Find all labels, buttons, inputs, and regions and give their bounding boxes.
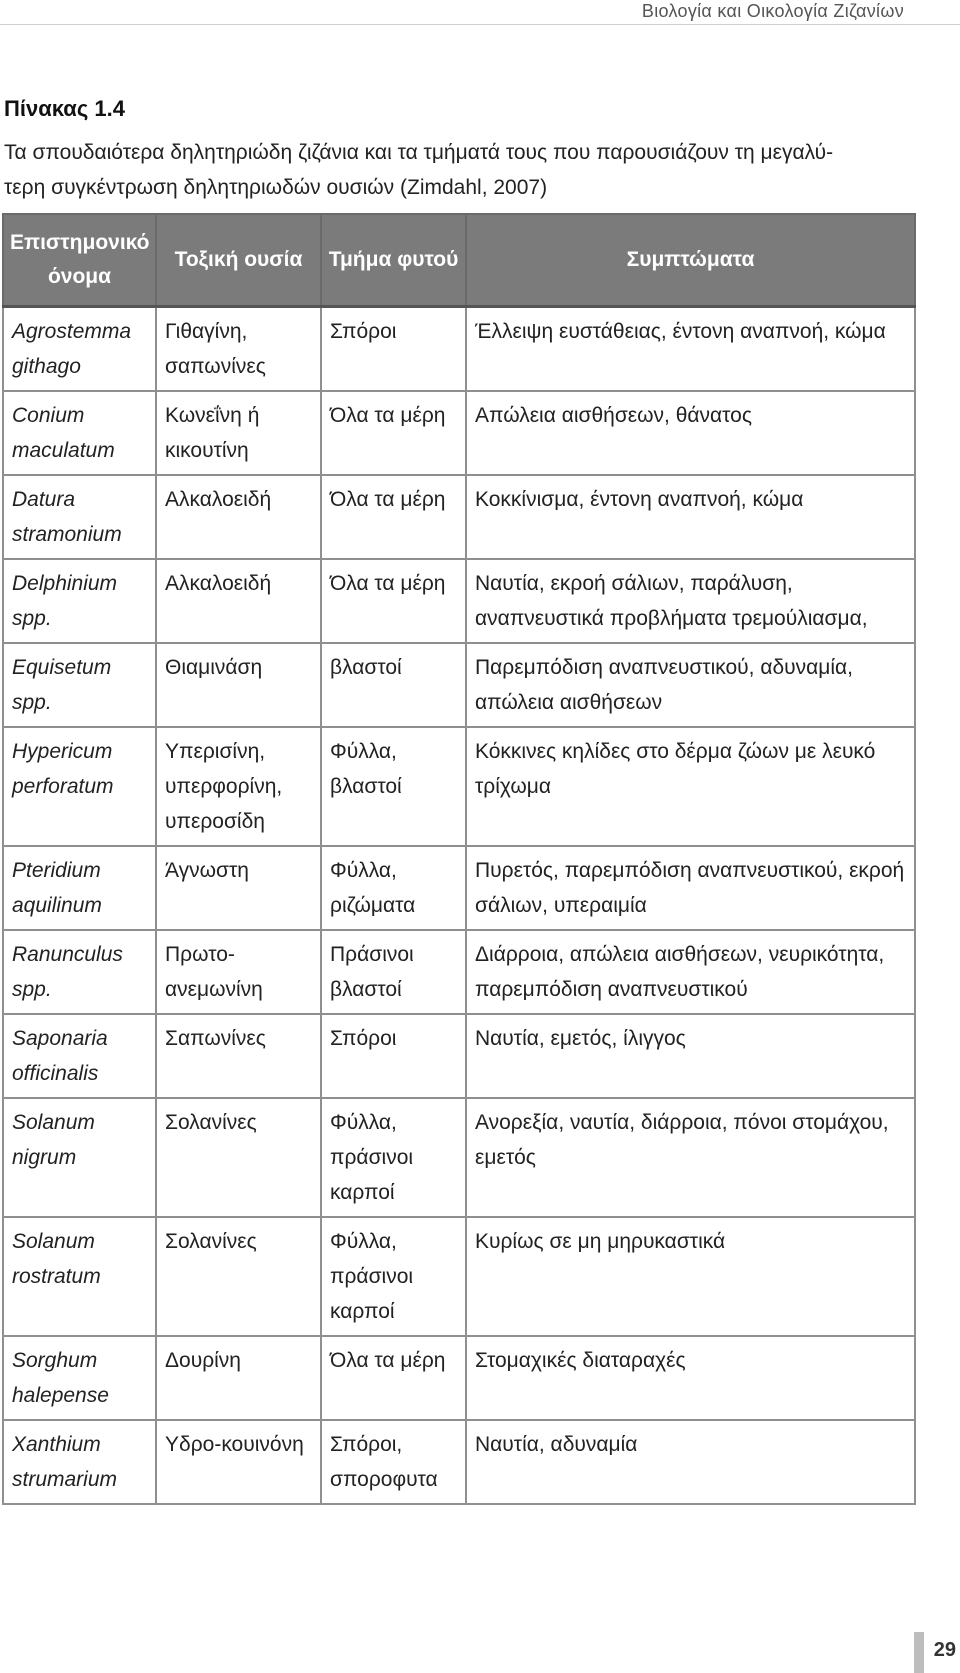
scientific-name-cell: Delphinium spp. <box>3 559 156 643</box>
plant-part-cell: Σπόροι, σποροφυτα <box>321 1420 466 1504</box>
table-row <box>3 1420 915 1504</box>
header-rule <box>0 24 960 25</box>
scientific-name-cell: Saponaria officinalis <box>3 1014 156 1098</box>
symptoms-cell: Ανορεξία, ναυτία, διάρροια, πόνοι στομάχου, εμετός <box>466 1098 915 1217</box>
running-header: Βιολογία και Οικολογία Ζιζανίων <box>641 1 904 21</box>
header-scientific-name: Επιστημονικό όνομα <box>3 214 156 307</box>
table-header <box>3 214 915 307</box>
scientific-name-cell: Sorghum halepense <box>3 1336 156 1420</box>
table-title: Πίνακας 1.4 <box>4 96 125 121</box>
table-row <box>3 1217 915 1336</box>
toxic-substance-cell: Γιθαγίνη, σαπωνίνες <box>156 307 321 392</box>
table-row <box>3 1014 915 1098</box>
plant-part-cell: Σπόροι <box>321 307 466 392</box>
table-row <box>3 930 915 1014</box>
scientific-name-cell: Equisetum spp. <box>3 643 156 727</box>
plant-part-cell: Σπόροι <box>321 1014 466 1098</box>
toxic-substance-cell: Υπερισίνη, υπερφορίνη, υπεροσίδη <box>156 727 321 846</box>
scientific-name-cell: Ranunculus spp. <box>3 930 156 1014</box>
plant-part-cell: Όλα τα μέρη <box>321 559 466 643</box>
table-row <box>3 727 915 846</box>
plant-part-cell: Όλα τα μέρη <box>321 391 466 475</box>
toxic-substance-cell: Σαπωνίνες <box>156 1014 321 1098</box>
table-caption <box>4 135 914 205</box>
symptoms-cell: Ναυτία, εμετός, ίλιγγος <box>466 1014 915 1098</box>
scientific-name-cell: Conium maculatum <box>3 391 156 475</box>
plant-part-cell: Φύλλα, βλαστοί <box>321 727 466 846</box>
table-row <box>3 391 915 475</box>
symptoms-cell: Κυρίως σε μη μηρυκαστικά <box>466 1217 915 1336</box>
toxic-substance-cell: Θιαμινάση <box>156 643 321 727</box>
toxic-substance-cell: Άγνωστη <box>156 846 321 930</box>
table-row <box>3 559 915 643</box>
toxic-substance-cell: Σολανίνες <box>156 1098 321 1217</box>
page-number: 29 <box>933 1639 956 1661</box>
table-body <box>3 307 915 1505</box>
table-row <box>3 307 915 392</box>
toxic-substance-cell: Υδρο-κουινόνη <box>156 1420 321 1504</box>
plant-part-cell: Φύλλα, ριζώματα <box>321 846 466 930</box>
plant-part-cell: Φύλλα, πράσινοι καρποί <box>321 1217 466 1336</box>
plant-part-cell: Όλα τα μέρη <box>321 1336 466 1420</box>
scientific-name-cell: Datura stramonium <box>3 475 156 559</box>
toxic-substance-cell: Αλκαλοειδή <box>156 475 321 559</box>
toxic-substance-cell: Αλκαλοειδή <box>156 559 321 643</box>
symptoms-cell: Ναυτία, αδυναμία <box>466 1420 915 1504</box>
symptoms-cell: Κοκκίνισμα, έντονη αναπνοή, κώμα <box>466 475 915 559</box>
caption-line-2: τερη συγκέντρωση δηλητηριωδών ουσιών (Zimdahl, 2007) <box>4 176 548 199</box>
table-row <box>3 846 915 930</box>
scientific-name-cell: Hypericum perforatum <box>3 727 156 846</box>
scientific-name-cell: Solanum rostratum <box>3 1217 156 1336</box>
header-row <box>3 214 915 307</box>
caption-line-1: Τα σπουδαιότερα δηλητηριώδη ζιζάνια και τα τμήματά τους που παρουσιάζουν τη μεγαλύ- <box>4 141 834 164</box>
header-toxic-substance: Τοξική ουσία <box>156 214 321 307</box>
scientific-name-cell: Agrostemma githago <box>3 307 156 392</box>
scientific-name-cell: Xanthium strumarium <box>3 1420 156 1504</box>
toxic-substance-cell: Πρωτο-ανεμωνίνη <box>156 930 321 1014</box>
symptoms-cell: Έλλειψη ευστάθειας, έντονη αναπνοή, κώμα <box>466 307 915 392</box>
toxic-substance-cell: Κωνεΐνη ή κικουτίνη <box>156 391 321 475</box>
plant-part-cell: Πράσινοι βλαστοί <box>321 930 466 1014</box>
header-symptoms: Συμπτώματα <box>466 214 915 307</box>
toxic-substance-cell: Σολανίνες <box>156 1217 321 1336</box>
symptoms-cell: Στομαχικές διαταραχές <box>466 1336 915 1420</box>
table-row <box>3 643 915 727</box>
header-plant-part: Τμήμα φυτού <box>321 214 466 307</box>
symptoms-cell: Ναυτία, εκροή σάλιων, παράλυση, αναπνευστικά προβλήματα τρεμούλιασμα, <box>466 559 915 643</box>
plant-part-cell: βλαστοί <box>321 643 466 727</box>
toxic-weeds-table <box>2 213 916 1505</box>
symptoms-cell: Διάρροια, απώλεια αισθήσεων, νευρικότητα, παρεμπόδιση αναπνευστικού <box>466 930 915 1014</box>
toxic-substance-cell: Δουρίνη <box>156 1336 321 1420</box>
plant-part-cell: Όλα τα μέρη <box>321 475 466 559</box>
scientific-name-cell: Pteridium aquilinum <box>3 846 156 930</box>
symptoms-cell: Πυρετός, παρεμπόδιση αναπνευστικού, εκροή σάλιων, υπεραιμία <box>466 846 915 930</box>
table-row <box>3 1336 915 1420</box>
symptoms-cell: Απώλεια αισθήσεων, θάνατος <box>466 391 915 475</box>
symptoms-cell: Παρεμπόδιση αναπνευστικού, αδυναμία, απώλεια αισθήσεων <box>466 643 915 727</box>
plant-part-cell: Φύλλα, πράσινοι καρποί <box>321 1098 466 1217</box>
symptoms-cell: Κόκκινες κηλίδες στο δέρμα ζώων με λευκό τρίχωμα <box>466 727 915 846</box>
table-row <box>3 475 915 559</box>
table-row <box>3 1098 915 1217</box>
scientific-name-cell: Solanum nigrum <box>3 1098 156 1217</box>
